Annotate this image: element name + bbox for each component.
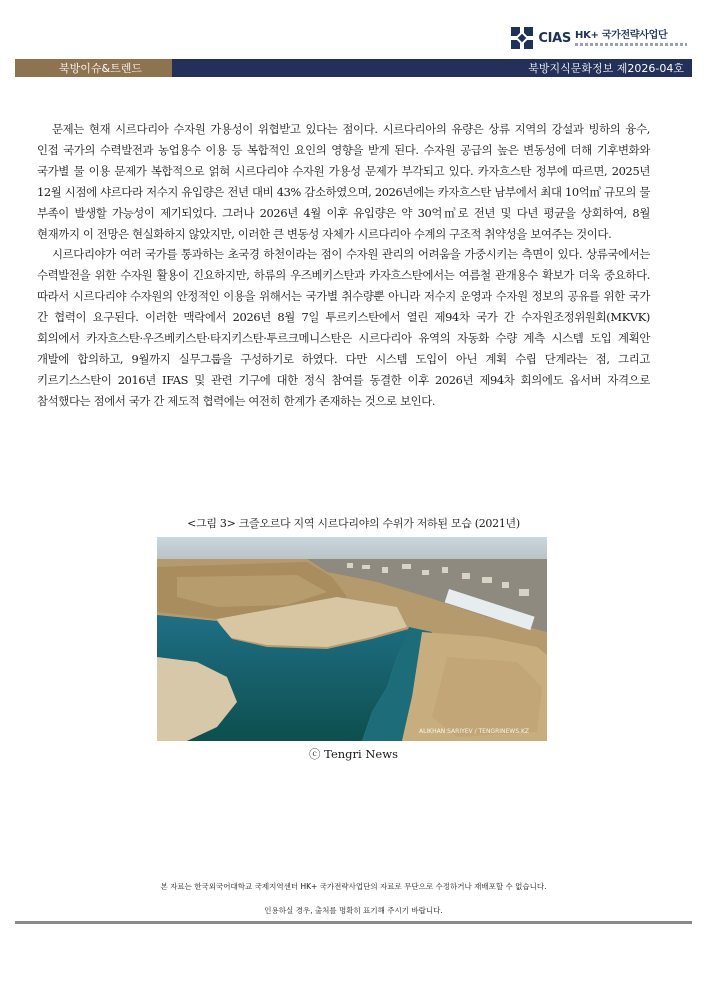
photo-credit: ⓒ Tengri News xyxy=(309,747,398,761)
logo-subtitle-strip xyxy=(575,43,687,46)
issue-number: 북방지식문화정보 제2026-04호 xyxy=(172,59,692,77)
footer-notice: 본 자료는 한국외국어대학교 국제지역센터 HK+ 국가전략사업단의 자료로 무단으로 수정하거나 재배포할 수 없습니다. xyxy=(160,882,547,891)
cias-emblem-icon xyxy=(510,26,534,50)
photo-watermark: ALIKHAN SARIYEV / TENGRINEWS.KZ xyxy=(418,728,529,735)
paragraph: 시르다리야가 여러 국가를 통과하는 초국경 하천이라는 점이 수자원 관리의 어려움을 가중시키는 측면이 있다. 상류국에서는 수력발전을 위한 수자원 활용이 긴요하지만, 하류의 우즈베키스탄과 카자흐스탄에서는 여름철 관개용수 확보가 더욱 중요하다. 따라서 시르다리야 수자원의 안정적인 이용을 위해서는 국가별 취수량뿐 아니라 저수지 운영과 수자원 정보의 공유를 위한 국가 간 협력이 요구된다. 이러한 맥락에서 2026년 8월 7일 투르키스탄에서 열린 제94차 국가 간 수자원조정위원회(MKVK) 회의에서 카자흐스탄·우즈베키스탄·타지키스탄·투르크메니스탄은 시르다리아 유역의 자동화 수량 계측 시스템 도입 계획안 개발에 합의하고, 9월까지 실무그룹을 구성하기로 하였다. 다만 시스템 도입이 아닌 계획 수립 단계라는 점, 그리고 키르기스스탄이 2016년 IFAS 및 관련 기구에 대한 정식 참여를 동결한 이후 2026년 제94차 회의에도 옵서버 자격으로 참석했다는 점에서 국가 간 제도적 협력에는 여전히 한계가 존재하는 것으로 보인다. xyxy=(37,247,650,408)
river-aerial-photo xyxy=(157,537,547,741)
article-body xyxy=(37,119,650,412)
footer-citation: 인용하실 경우, 출처를 명확히 표기해 주시기 바랍니다. xyxy=(264,906,443,915)
figure-caption: <그림 3> 크즐오르다 지역 시르다리야의 수위가 저하된 모습 (2021년) xyxy=(187,517,520,530)
section-label: 북방이슈&트렌드 xyxy=(15,59,172,77)
header-bar xyxy=(15,59,692,77)
footer-divider xyxy=(15,921,692,924)
cias-logo xyxy=(510,26,687,50)
logo-org-name: HK+ 국가전략사업단 xyxy=(575,29,668,41)
river-photo-illustration xyxy=(157,537,547,741)
paragraph: 문제는 현재 시르다리아 수자원 가용성이 위협받고 있다는 점이다. 시르다리아의 유량은 상류 지역의 강설과 빙하의 융수, 인접 국가의 수력발전과 농업용수 이용 등 복합적인 요인의 영향을 받게 된다. 수자원 공급의 높은 변동성에 더해 기후변화와 국가별 물 이용 문제가 복합적으로 얽혀 시르다리야 수자원 가용성 문제가 부각되고 있다. 카자흐스탄 정부에 따르면, 2025년 12월 시점에 샤르다라 저수지 유입량은 전년 대비 43% 감소하였으며, 2026년에는 카자흐스탄 남부에서 최대 10억㎥ 규모의 물 부족이 발생할 가능성이 제기되었다. 그러나 2026년 4월 이후 유입량은 약 30억㎥로 전년 및 다년 평균을 상회하여, 8월 현재까지 이 전망은 현실화하지 않았지만, 이러한 큰 변동성 자체가 시르다리아 수계의 구조적 취약성을 보여주는 것이다. xyxy=(37,122,650,241)
logo-text: CIAS xyxy=(538,30,571,46)
